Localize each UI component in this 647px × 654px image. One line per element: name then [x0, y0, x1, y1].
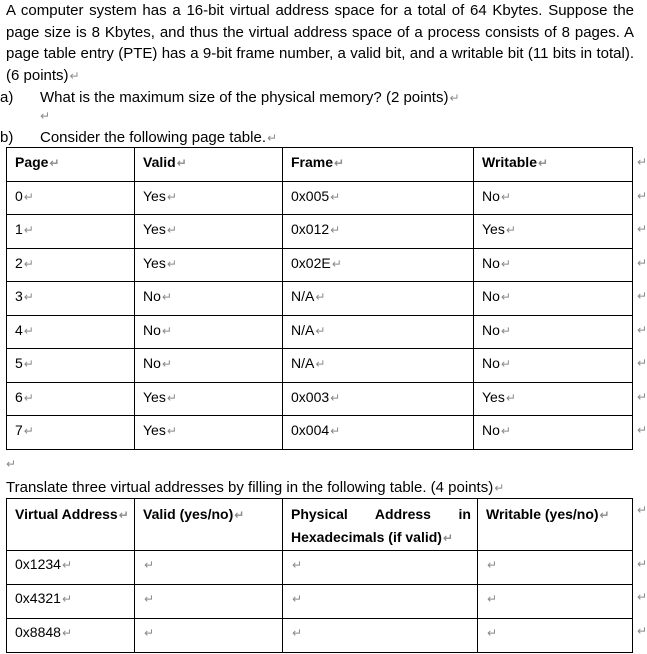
table-row [7, 282, 633, 316]
question-a-label: a) [0, 89, 14, 106]
frame-cell: 0x02E↵ [283, 248, 474, 282]
virtual-address-cell: 0x1234↵ [7, 551, 135, 585]
page-cell: 1↵ [7, 215, 135, 249]
writable-cell: Yes↵ [474, 382, 633, 416]
table-row [7, 349, 633, 383]
row-end-mark-icon: ↵ [637, 155, 647, 169]
writable-cell: No↵ [474, 416, 633, 450]
valid-cell: Yes↵ [135, 181, 283, 215]
writable-answer-cell[interactable]: ↵ [478, 551, 633, 585]
valid-answer-cell[interactable]: ↵ [135, 551, 283, 585]
translate-instruction: Translate three virtual addresses by filling in the following table. (4 points)↵ [6, 479, 505, 496]
question-b-label: b) [0, 129, 14, 146]
paragraph-mark-icon: ↵ [494, 481, 505, 495]
table-row [7, 416, 633, 450]
writable-answer-cell[interactable]: ↵ [478, 585, 633, 619]
physical-address-answer-cell[interactable]: ↵ [283, 585, 478, 619]
writable-cell: No↵ [474, 315, 633, 349]
question-b [0, 128, 640, 148]
page-table-header-cell: Frame↵ [283, 148, 474, 182]
paragraph-mark-icon: ↵ [6, 457, 17, 471]
frame-cell: N/A↵ [283, 315, 474, 349]
valid-cell: Yes↵ [135, 416, 283, 450]
problem-intro: A computer system has a 16-bit virtual address space for a total of 64 Kbytes. Suppose the page size is 8 Kbytes, and thus the virtual address space of a process consists of 8 pages. A page table entry (PTE) has a 9-bit frame number, a valid bit, and a writable bit (11 bits in total). (6 points)↵ [6, 2, 634, 84]
frame-cell: 0x003↵ [283, 382, 474, 416]
page-table-header-cell: Page↵ [7, 148, 135, 182]
frame-cell: N/A↵ [283, 282, 474, 316]
frame-cell: 0x012↵ [283, 215, 474, 249]
translation-table-header-cell: Physical Address in Hexadecimals (if valid)↵ [283, 499, 478, 551]
physical-address-answer-cell[interactable]: ↵ [283, 619, 478, 653]
row-end-mark-icon: ↵ [637, 189, 647, 203]
table-row [7, 181, 633, 215]
writable-cell: No↵ [474, 349, 633, 383]
paragraph-mark-icon: ↵ [40, 109, 51, 123]
valid-answer-cell[interactable]: ↵ [135, 619, 283, 653]
page-cell: 3↵ [7, 282, 135, 316]
frame-cell: N/A↵ [283, 349, 474, 383]
row-end-mark-icon: ↵ [637, 557, 647, 571]
translation-table-header-cell: Valid (yes/no)↵ [135, 499, 283, 551]
writable-cell: No↵ [474, 181, 633, 215]
table-row [7, 315, 633, 349]
translation-table-header-cell: Writable (yes/no)↵ [478, 499, 633, 551]
valid-cell: Yes↵ [135, 215, 283, 249]
paragraph-mark-icon: ↵ [449, 91, 460, 105]
page-cell: 4↵ [7, 315, 135, 349]
virtual-address-cell: 0x8848↵ [7, 619, 135, 653]
row-end-mark-icon: ↵ [637, 503, 647, 517]
row-end-mark-icon: ↵ [637, 423, 647, 437]
translation-table-header-cell: Virtual Address↵ [7, 499, 135, 551]
row-end-mark-icon: ↵ [637, 390, 647, 404]
writable-cell: No↵ [474, 248, 633, 282]
table-row [7, 619, 633, 653]
paragraph-mark-icon: ↵ [69, 68, 80, 83]
table-row [7, 215, 633, 249]
row-end-mark-icon: ↵ [637, 356, 647, 370]
valid-cell: Yes↵ [135, 382, 283, 416]
page-table-header-cell: Valid↵ [135, 148, 283, 182]
table-row [7, 585, 633, 619]
page-cell: 5↵ [7, 349, 135, 383]
frame-cell: 0x004↵ [283, 416, 474, 450]
page-cell: 0↵ [7, 181, 135, 215]
row-end-mark-icon: ↵ [637, 590, 647, 604]
page-cell: 6↵ [7, 382, 135, 416]
translation-table [6, 498, 633, 653]
question-a [0, 88, 640, 108]
page-table-header-row [7, 148, 633, 182]
table-row [7, 551, 633, 585]
row-end-mark-icon: ↵ [637, 289, 647, 303]
row-end-mark-icon: ↵ [637, 323, 647, 337]
valid-cell: No↵ [135, 315, 283, 349]
valid-cell: No↵ [135, 349, 283, 383]
page-cell: 7↵ [7, 416, 135, 450]
writable-cell: No↵ [474, 282, 633, 316]
table-row [7, 382, 633, 416]
row-end-mark-icon: ↵ [637, 256, 647, 270]
virtual-address-cell: 0x4321↵ [7, 585, 135, 619]
writable-cell: Yes↵ [474, 215, 633, 249]
writable-answer-cell[interactable]: ↵ [478, 619, 633, 653]
question-a-text: What is the maximum size of the physical memory? (2 points) [40, 89, 449, 106]
paragraph-mark-icon: ↵ [266, 131, 278, 145]
page-table-header-cell: Writable↵ [474, 148, 633, 182]
page-table [6, 147, 633, 450]
physical-address-answer-cell[interactable]: ↵ [283, 551, 478, 585]
table-row [7, 248, 633, 282]
page-cell: 2↵ [7, 248, 135, 282]
valid-answer-cell[interactable]: ↵ [135, 585, 283, 619]
frame-cell: 0x005↵ [283, 181, 474, 215]
row-end-mark-icon: ↵ [637, 222, 647, 236]
valid-cell: Yes↵ [135, 248, 283, 282]
valid-cell: No↵ [135, 282, 283, 316]
translation-table-header-row [7, 499, 633, 551]
question-b-text: Consider the following page table. [40, 129, 266, 146]
row-end-mark-icon: ↵ [637, 624, 647, 638]
